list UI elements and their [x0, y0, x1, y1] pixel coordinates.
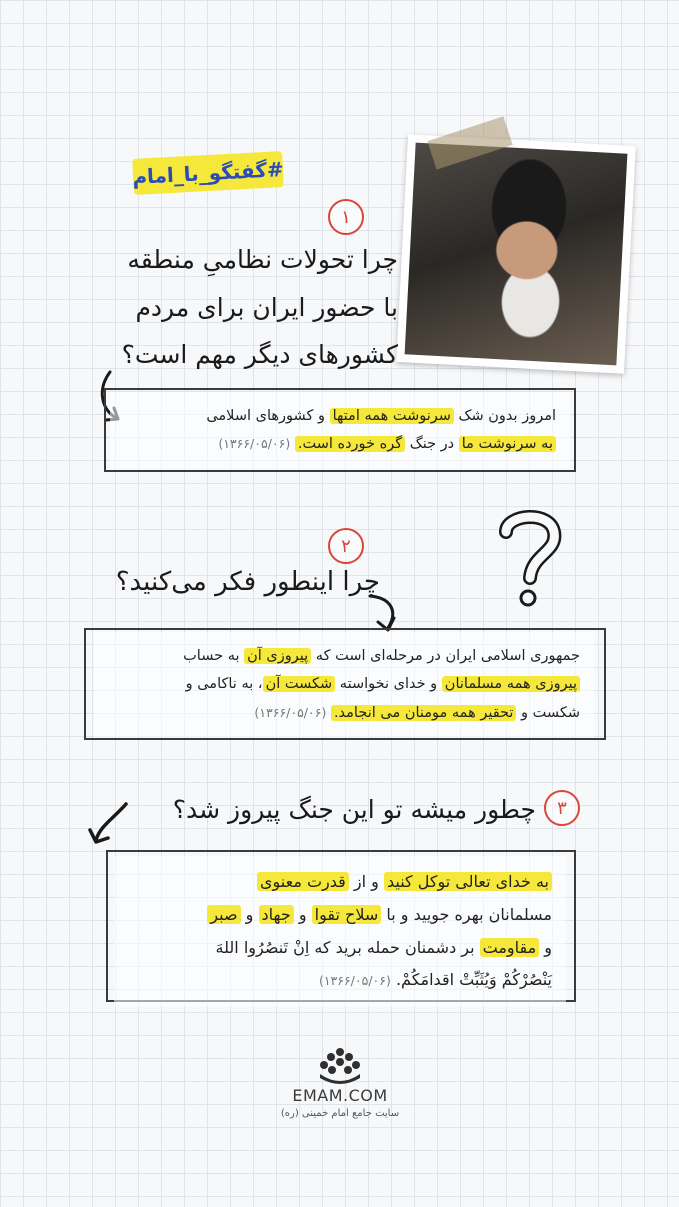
quote-date: (۱۳۶۶/۰۵/۰۶) — [318, 973, 391, 989]
highlight: گره خورده است. — [295, 436, 405, 452]
brand-name: EMAM.COM — [292, 1086, 388, 1105]
highlight: تحقیر همه مومنان می انجامد. — [331, 705, 517, 721]
highlight: صبر — [207, 905, 240, 924]
section-1-quote-box — [104, 388, 576, 472]
logo-icon — [314, 1044, 366, 1084]
section-3-quote-box — [106, 850, 576, 1002]
section-2-question: چرا اینطور فکر می‌کنید؟ — [115, 567, 380, 597]
highlight: سلاح تقوا — [312, 905, 382, 924]
highlight: قدرت معنوی — [257, 872, 349, 891]
section-1-quote: امروز بدون شک سرنوشت همه امتها و کشورهای اسلامی به سرنوشت ما در جنگ گره خورده است. (۱۳۶۶/۰۵/۰۶) — [110, 392, 570, 469]
question-mark-icon — [492, 508, 572, 608]
curved-arrow-icon — [86, 800, 136, 850]
highlight: به سرنوشت ما — [459, 436, 556, 452]
quote-date: (۱۳۶۶/۰۵/۰۶) — [218, 436, 291, 452]
question-line: چرا تحولات نظامیِ منطقه — [127, 245, 398, 274]
highlight: مقاومت — [480, 938, 540, 957]
section-1-question — [118, 236, 398, 379]
question-line: کشورهای دیگر مهم است؟ — [121, 340, 398, 369]
section-3-question: چطور میشه تو این جنگ پیروز شد؟ — [172, 795, 536, 824]
portrait-photo — [396, 134, 636, 374]
section-2-number: ۲ — [328, 528, 364, 564]
highlight: به خدای تعالی توکل کنید — [384, 872, 552, 891]
hashtag-label: #گفتگو_با_امام — [132, 151, 284, 195]
section-3-quote: به خدای تعالی توکل کنید و از قدرت معنوی مسلمانان بهره جویید و با سلاح تقوا و جهاد و صبر و مقاومت بر دشمنان حمله برید که اِنْ تَنصُرُوا اللهَ یَنْصُرْکُمْ وَیُثَبِّتْ اقدامَکُمْ. (۱۳۶۶/۰۵/۰۶) — [114, 856, 566, 1007]
section-3-number: ۳ — [544, 790, 580, 826]
section-2-quote: جمهوری اسلامی ایران در مرحله‌ای است که پیروزی آن به حساب پیروزی همه مسلمانان و خدای نخواسته شکست آن، به ناکامی و شکست و تحقیر همه مومنان می انجامد. (۱۳۶۶/۰۵/۰۶) — [94, 632, 594, 737]
highlight: پیروزی آن — [244, 648, 311, 664]
section-2-quote-box — [84, 628, 606, 740]
brand-subtitle: سایت جامع امام خمینی (ره) — [280, 1108, 400, 1119]
portrait-image — [405, 143, 628, 366]
quote-date: (۱۳۶۶/۰۵/۰۶) — [254, 704, 327, 720]
highlight: شکست آن — [263, 676, 336, 692]
highlight: پیروزی همه مسلمانان — [442, 676, 580, 692]
highlight: جهاد — [259, 905, 294, 924]
highlight: سرنوشت همه امتها — [330, 408, 454, 424]
question-line: با حضور ایران برای مردم — [135, 292, 398, 322]
section-1-number: ۱ — [328, 199, 364, 235]
